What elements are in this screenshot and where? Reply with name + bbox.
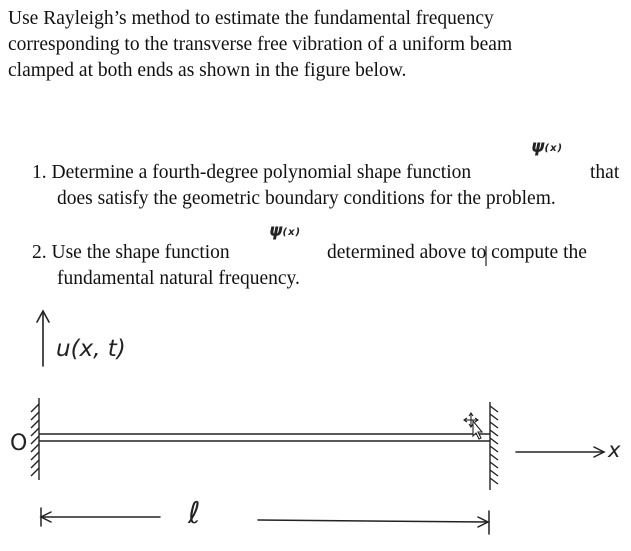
question-1-number: 1. <box>32 162 47 183</box>
question-2-line-1-tail: determined above to compute the <box>327 242 587 263</box>
question-2-line-1-head: Use the shape function <box>51 242 230 263</box>
psi-glyph: ψ <box>269 221 283 241</box>
x-axis-arrow <box>516 447 604 457</box>
length-label: ℓ <box>188 496 201 531</box>
psi-argument: (x) <box>282 227 302 238</box>
right-clamp-wall <box>490 402 498 490</box>
problem-statement-line-1: Use Rayleigh’s method to estimate the fundamental frequency <box>8 8 494 29</box>
psi-glyph: ψ <box>531 137 545 157</box>
move-cursor-icon <box>464 413 482 439</box>
question-2-number: 2. <box>32 242 47 263</box>
x-axis-label: x <box>608 438 621 462</box>
question-1-line-2: does satisfy the geometric boundary conditions for the problem. <box>57 188 556 209</box>
left-clamp-wall <box>31 398 39 480</box>
psi-argument: (x) <box>544 143 564 154</box>
length-dimension <box>41 508 489 534</box>
beam <box>39 434 490 441</box>
question-1-line-1: Determine a fourth-degree polynomial shape function <box>51 162 472 183</box>
origin-label: O <box>10 431 28 456</box>
displacement-arrow <box>37 311 49 366</box>
problem-statement-line-3: clamped at both ends as shown in the figure below. <box>8 60 407 81</box>
question-1-tail: that <box>590 162 620 183</box>
problem-statement-line-2: corresponding to the transverse free vibration of a uniform beam <box>8 34 513 55</box>
displacement-label: u(x, t) <box>56 336 126 362</box>
question-2-line-2: fundamental natural frequency. <box>57 268 300 289</box>
